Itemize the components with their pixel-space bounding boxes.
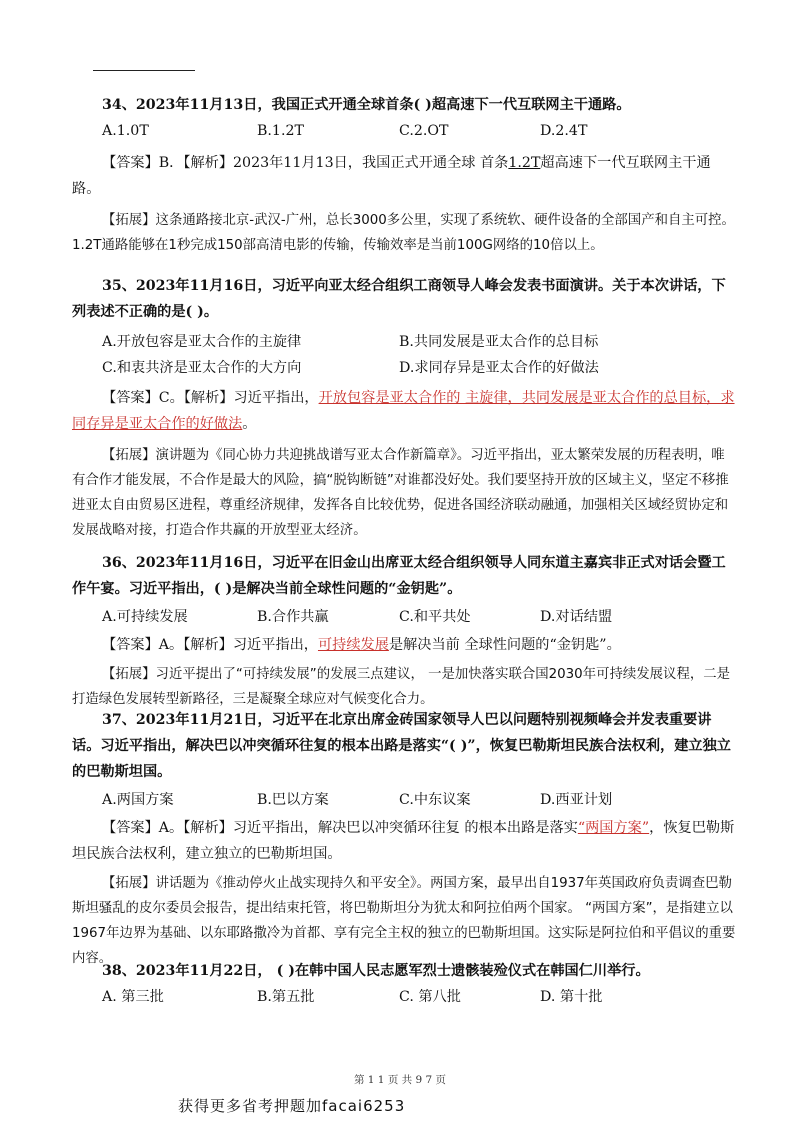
page-number: 第 1 1 页 共 9 7 页 [353,1074,447,1086]
answer-key: “两国方案” [577,820,650,836]
options-row [72,787,737,813]
answer: 【答案】A。【解析】习近平指出，解决巴以冲突循环往复 的根本出路是落实“两国方案”，恢复巴勒斯坦民族合法权利，建立独立的巴勒斯坦国。 [72,820,735,862]
question-text: 35、2023年11月16日，习近平向亚太经合组织工商领导人峰会发表书面演讲。关于本次讲话，下列表述不正确的是( )。 [72,278,726,320]
option-d: D.对话结盟 [540,609,613,625]
option-d: D.西亚计划 [540,792,613,808]
question-34 [72,92,737,258]
option-b: B.1.2T [257,123,304,139]
option-c: C.中东议案 [399,792,471,808]
extension: 【拓展】这条通路接北京-武汉-广州，总长3000多公里，实现了系统软、硬件设备的全部国产和自主可控。1.2T通路能够在1秒完成150部高清电影的传输，传输效率是当前100G网络的10倍以上。 [72,213,735,253]
promo-text: 获得更多省考押题加facai6253 [178,1097,406,1115]
question-38 [72,958,737,1010]
question-text: 36、2023年11月16日，习近平在旧金山出席亚太经合组织领导人同东道主嘉宾非正式对话会暨工作午宴。习近平指出，( )是解决当前全球性问题的“金钥匙”。 [72,555,726,597]
question-text: 38、2023年11月22日， ( )在韩中国人民志愿军烈士遗骸装殓仪式在韩国仁川举行。 [102,963,650,979]
answer: 【答案】A。【解析】习近平指出，可持续发展是解决当前 全球性问题的“金钥匙”。 [102,637,621,653]
option-a: A.1.0T [102,123,149,139]
options-row [72,329,737,355]
answer-key: 可持续发展 [317,637,389,653]
answer: 【答案】C。【解析】习近平指出，开放包容是亚太合作的 主旋律，共同发展是亚太合作的总目标，求同存异是亚太合作的好做法。 [72,390,735,432]
option-a: A. 第三批 [102,989,164,1005]
option-b: B.巴以方案 [257,792,329,808]
option-a: A.两国方案 [102,792,174,808]
option-d: D.2.4T [540,123,588,139]
option-c: C. 第八批 [399,989,461,1005]
header-rule [93,70,195,71]
question-37 [72,707,737,971]
question-36 [72,550,737,712]
option-c: C.和平共处 [399,609,471,625]
option-b: B.共同发展是亚太合作的总目标 [399,334,599,350]
option-b: B.合作共赢 [257,609,329,625]
option-a: A.开放包容是亚太合作的主旋律 [102,334,302,350]
options-row [72,984,737,1010]
option-c: C.和衷共济是亚太合作的大方向 [102,360,302,376]
answer-key: 1.2T [508,155,541,171]
option-c: C.2.OT [399,123,449,139]
answer-key: 开放包容是亚太合作的 主旋律，共同发展是亚太合作的总目标，求同存异是亚太合作的好做法 [72,390,735,432]
question-text: 37、2023年11月21日，习近平在北京出席金砖国家领导人巴以问题特别视频峰会并发表重要讲话。习近平指出，解决巴以冲突循环往复的根本出路是落实“( )”，恢复巴勒斯坦民族合法权利，建立独立的巴勒斯坦国。 [72,712,731,780]
option-a: A.可持续发展 [102,609,188,625]
question-text: 34、2023年11月13日，我国正式开通全球首条( )超高速下一代互联网主干通路。 [102,97,631,113]
question-35 [72,273,737,543]
answer: 【答案】B．【解析】2023年11月13日，我国正式开通全球 首条1.2T超高速下一代互联网主干通路。 [72,155,711,197]
option-d: D.求同存异是亚太合作的好做法 [399,360,599,376]
extension: 【拓展】讲话题为《推动停火止战实现持久和平安全》。两国方案，最早出自1937年英国政府负责调查巴勒斯坦骚乱的皮尔委员会报告，提出结束托管，将巴勒斯坦分为犹太和阿拉伯两个国家。 “两国方案”，是指建立以1967年边界为基础、以东耶路撒冷为首都、享有完全主权的独立的巴勒斯坦国。这实际是阿拉伯和平倡议的重要内容。 [72,876,736,966]
extension: 【拓展】习近平提出了“可持续发展”的发展三点建议， 一是加快落实联合国2030年可持续发展议程，二是打造绿色发展转型新路径，三是凝聚全球应对气候变化合力。 [72,667,731,707]
extension: 【拓展】演讲题为《同心协力共迎挑战谱写亚太合作新篇章》。习近平指出，亚太繁荣发展的历程表明，唯有合作才能发展，不合作是最大的风险，搞“脱钩断链”对谁都没好处。我们要坚持开放的区域主义，坚定不移推进亚太自由贸易区进程，尊重经济规律，发挥各自比较优势，促进各国经济联动融通，加强相关区域经贸协定和发展战略对接，打造合作共赢的开放型亚太经济。 [72,448,729,538]
option-d: D. 第十批 [540,989,603,1005]
options-row [72,355,737,381]
options-row [72,604,737,630]
options-row [72,118,737,144]
option-b: B.第五批 [257,989,315,1005]
